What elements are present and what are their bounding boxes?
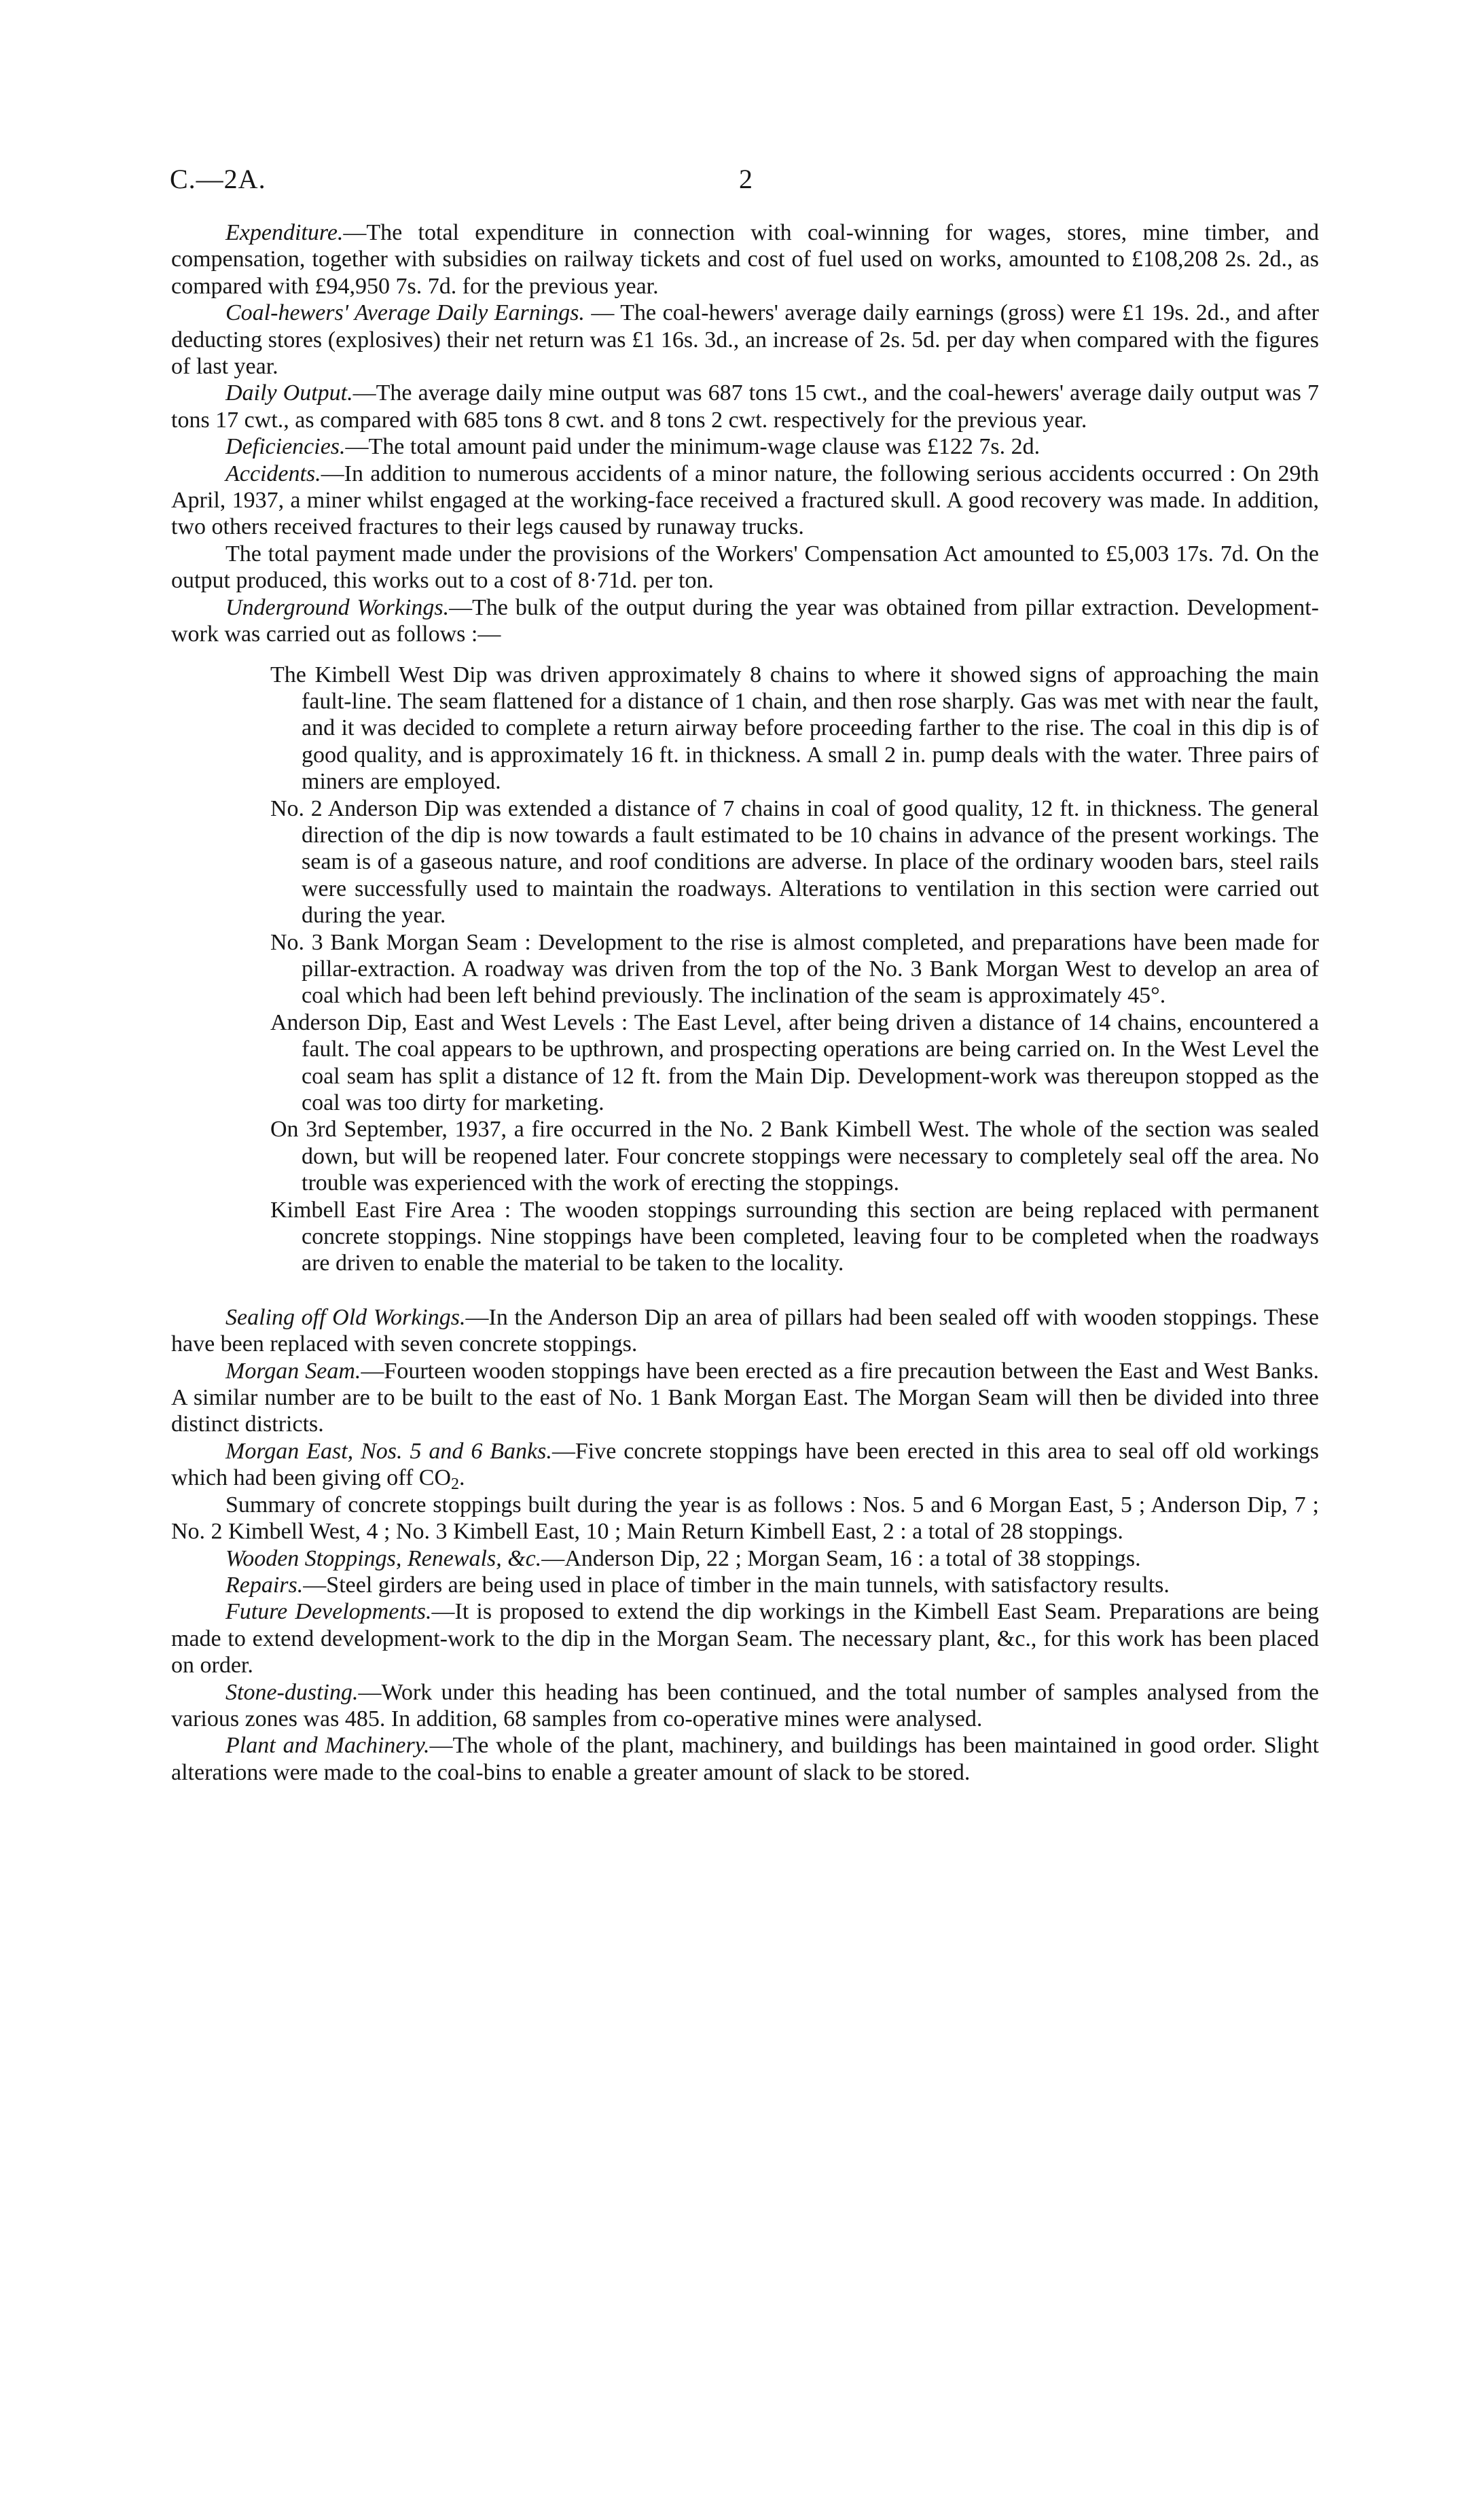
- paragraph-morgan-seam: [171, 1358, 1319, 1438]
- paragraph-accidents: [171, 461, 1319, 541]
- paragraph-heading: Plant and Machinery.: [225, 1733, 430, 1759]
- paragraph-wooden-stoppings: [171, 1545, 1319, 1572]
- paragraph-text: —Anderson Dip, 22 ; Morgan Seam, 16 : a total of 38 stoppings.: [541, 1545, 1141, 1571]
- page-header: [0, 163, 1484, 204]
- paragraph-heading: Coal-hewers' Average Daily Earnings.: [225, 300, 585, 326]
- paragraph-daily-output: [171, 380, 1319, 433]
- paragraph-text: —In addition to numerous accidents of a minor nature, the following serious accidents occurred : On 29th April, 1937, a miner whilst engaged at the working-face received a fractured skull. A good recovery was made. In addition, two others received fractures to their legs caused by runaway trucks.: [171, 461, 1319, 540]
- paragraph-text: —In the Anderson Dip an area of pillars had been sealed off with wooden stoppings. These have been replaced with seven concrete stoppings.: [171, 1304, 1319, 1357]
- subscript: 2: [451, 1475, 460, 1494]
- page-number: 2: [739, 164, 753, 194]
- paragraph-heading: Morgan East, Nos. 5 and 6 Banks.: [225, 1438, 552, 1464]
- paragraph-text: —Fourteen wooden stoppings have been erected as a fire precaution between the East and West Banks. A similar number are to be built to the east of No. 1 Bank Morgan East. The Morgan Seam will then be divided into three distinct districts.: [171, 1358, 1319, 1437]
- paragraph-heading: Accidents.: [225, 461, 321, 486]
- paragraph-heading: Wooden Stoppings, Renewals, &c.: [225, 1545, 542, 1571]
- paragraph-heading: Deficiencies.: [225, 434, 346, 460]
- section-spacer: [171, 1277, 1319, 1304]
- paragraph-text: — The coal-hewers' average daily earnings (gross) were £1 19s. 2d., and after deducting stores (explosives) their net return was £1 16s. 3d., an increase of 2s. 5d. per day when compared with the figures of last year.: [171, 300, 1319, 380]
- paragraph-heading: Daily Output.: [225, 380, 353, 406]
- paragraph-text: —The bulk of the output during the year was obtained from pillar extraction. Development-work was carried out as follows :—: [171, 594, 1319, 647]
- document-reference: C.—2A.: [170, 164, 266, 194]
- list-item: Anderson Dip, East and West Levels : The East Level, after being driven a distance of 14 chains, encountered a fault. The coal appears to be upthrown, and prospecting operations are being carried on. In the West Level the coal seam has split a distance of 12 ft. from the Main Dip. Development-work was thereupon stopped as the coal was too dirty for marketing.: [270, 1009, 1319, 1115]
- paragraph-text: —The average daily mine output was 687 tons 15 cwt., and the coal-hewers' average daily output was 7 tons 17 cwt., as compared with 685 tons 8 cwt. and 8 tons 2 cwt. respectively for the previous year.: [171, 380, 1320, 433]
- paragraph-future-developments: [171, 1598, 1319, 1679]
- paragraph-heading: Future Developments.: [225, 1599, 432, 1625]
- paragraph-heading: Underground Workings.: [225, 594, 450, 620]
- paragraph-heading: Stone-dusting.: [225, 1679, 359, 1705]
- paragraph-compensation: The total payment made under the provisions of the Workers' Compensation Act amounted to £5,003 17s. 7d. On the output produced, this works out to a cost of 8·71d. per ton.: [171, 541, 1319, 594]
- list-item: The Kimbell West Dip was driven approximately 8 chains to where it showed signs of approaching the main fault-line. The seam flattened for a distance of 1 chain, and then rose sharply. Gas was met with near the fault, and it was decided to complete a return airway before proceeding farther to the rise. The coal in this dip is of good quality, and is approximately 16 ft. in thickness. A small 2 in. pump deals with the water. Three pairs of miners are employed.: [270, 662, 1319, 795]
- document-body: [171, 219, 1319, 1786]
- list-item: Kimbell East Fire Area : The wooden stoppings surrounding this section are being replaced with permanent concrete stoppings. Nine stoppings have been completed, leaving four to be completed when the roadways are driven to enable the material to be taken to the locality.: [270, 1197, 1319, 1276]
- paragraph-stoppings-summary: Summary of concrete stoppings built during the year is as follows : Nos. 5 and 6 Morgan East, 5 ; Anderson Dip, 7 ; No. 2 Kimbell West, 4 ; No. 3 Kimbell East, 10 ; Main Return Kimbell East, 2 : a total of 28 stoppings.: [171, 1492, 1319, 1545]
- paragraph-heading: Expenditure.: [225, 220, 344, 245]
- paragraph-heading: Sealing off Old Workings.: [225, 1304, 466, 1330]
- paragraph-text: —The total amount paid under the minimum-wage clause was £122 7s. 2d.: [345, 434, 1040, 460]
- paragraph-text: —The total expenditure in connection with coal-winning for wages, stores, mine timber, and compensation, together with subsidies on railway tickets and cost of fuel used on works, amounted to £108,208 2s. 2d., as compared with £94,950 7s. 7d. for the previous year.: [171, 220, 1319, 299]
- paragraph-end: .: [459, 1465, 465, 1491]
- paragraph-text: —Steel girders are being used in place of timber in the main tunnels, with satisfactory results.: [303, 1572, 1170, 1598]
- paragraph-underground-workings: [171, 594, 1319, 648]
- paragraph-heading: Morgan Seam.: [225, 1358, 361, 1384]
- paragraph-text: —It is proposed to extend the dip workings in the Kimbell East Seam. Preparations are being made to extend development-work to the dip in the Morgan Seam. The necessary plant, &c., for this work has been placed on order.: [171, 1599, 1319, 1679]
- development-list: [270, 662, 1319, 1277]
- paragraph-deficiencies: [171, 433, 1319, 460]
- paragraph-text: —The whole of the plant, machinery, and buildings has been maintained in good order. Slight alterations were made to the coal-bins to enable a greater amount of slack to be stored.: [171, 1733, 1319, 1785]
- paragraph-text: —Work under this heading has been continued, and the total number of samples analysed from the various zones was 485. In addition, 68 samples from co-operative mines were analysed.: [171, 1679, 1319, 1731]
- paragraph-expenditure: [171, 219, 1319, 300]
- list-item: On 3rd September, 1937, a fire occurred in the No. 2 Bank Kimbell West. The whole of the section was sealed down, but will be reopened later. Four concrete stoppings were necessary to completely seal off the area. No trouble was experienced with the work of erecting the stoppings.: [270, 1117, 1319, 1196]
- paragraph-plant-machinery: [171, 1732, 1319, 1786]
- paragraph-sealing-old-workings: [171, 1304, 1319, 1358]
- paragraph-stone-dusting: [171, 1679, 1319, 1733]
- paragraph-earnings: [171, 300, 1319, 380]
- list-item: No. 3 Bank Morgan Seam : Development to the rise is almost completed, and preparations have been made for pillar-extraction. A roadway was driven from the top of the No. 3 Bank Morgan West to develop an area of coal which had been left behind previously. The inclination of the seam is approximately 45°.: [270, 929, 1319, 1009]
- paragraph-heading: Repairs.: [225, 1572, 304, 1598]
- paragraph-text: —Five concrete stoppings have been erected in this area to seal off old workings which had been giving off CO: [171, 1438, 1319, 1491]
- paragraph-repairs: [171, 1572, 1319, 1598]
- paragraph-morgan-east: [171, 1438, 1319, 1492]
- list-item: No. 2 Anderson Dip was extended a distance of 7 chains in coal of good quality, 12 ft. in thickness. The general direction of the dip is now towards a fault estimated to be 10 chains in advance of the present workings. The seam is of a gaseous nature, and roof conditions are adverse. In place of the ordinary wooden bars, steel rails were successfully used to maintain the roadways. Alterations to ventilation in this section were carried out during the year.: [270, 795, 1319, 929]
